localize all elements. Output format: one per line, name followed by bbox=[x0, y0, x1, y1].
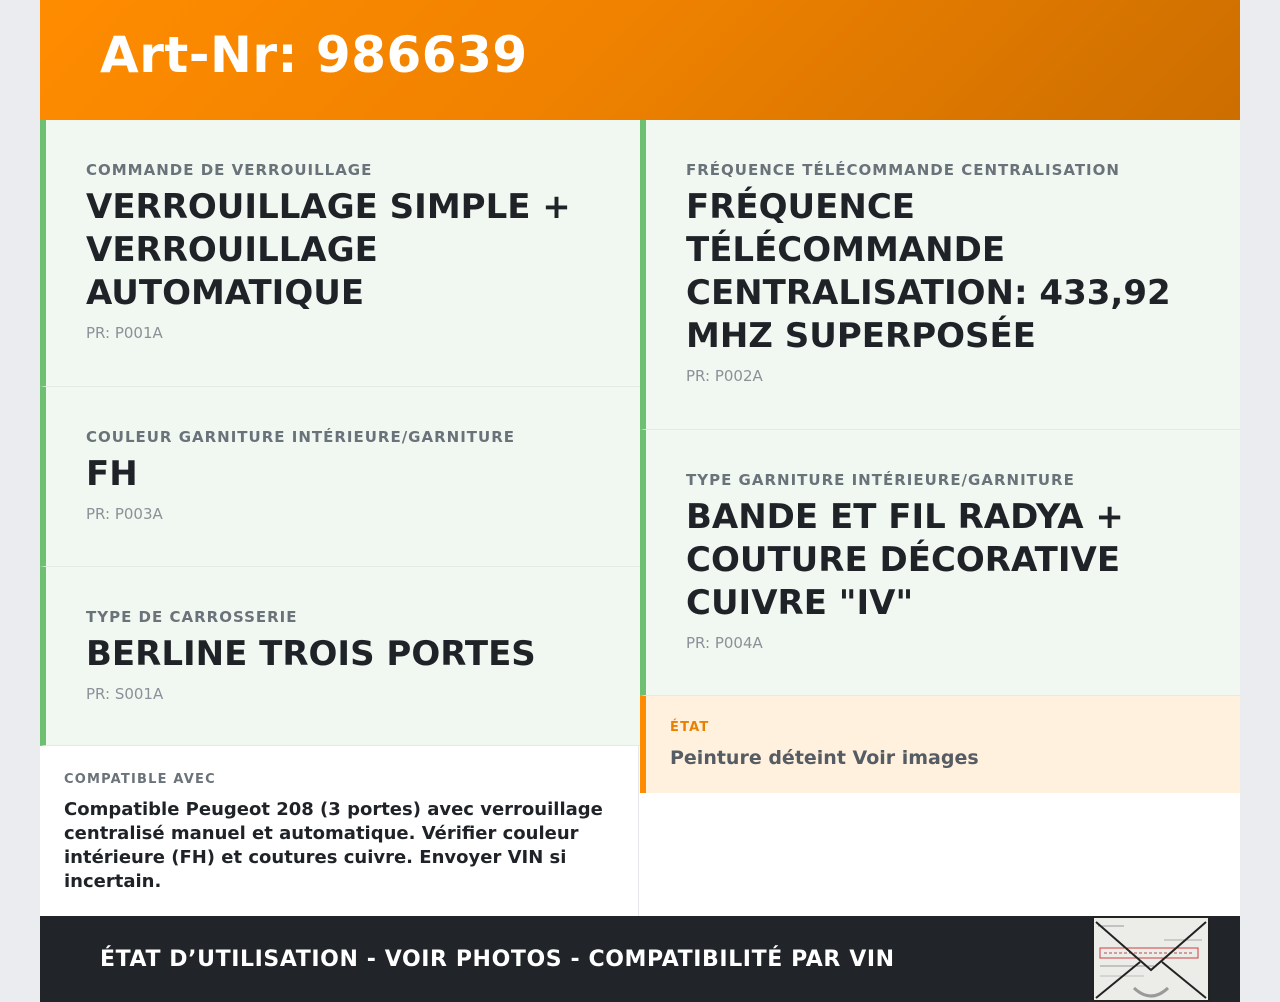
sticker-thumbnail-graphic bbox=[1094, 918, 1208, 1000]
compatibility-section bbox=[40, 746, 639, 916]
spec-card-body-type bbox=[40, 567, 640, 746]
spec-sheet bbox=[40, 0, 1240, 1002]
spec-value: FRÉQUENCE TÉLÉCOMMANDE CENTRALISATION: 433,92 MHZ SUPERPOSÉE bbox=[686, 187, 1171, 356]
condition-label: ÉTAT bbox=[670, 720, 710, 735]
right-spec-column bbox=[640, 120, 1240, 696]
spec-card-remote-frequency bbox=[640, 120, 1240, 430]
spec-value: BERLINE TROIS PORTES bbox=[86, 634, 536, 674]
spec-pr-code: PR: P003A bbox=[86, 505, 163, 523]
spec-label: FRÉQUENCE TÉLÉCOMMANDE CENTRALISATION bbox=[686, 161, 1120, 179]
spec-value: VERROUILLAGE SIMPLE + VERROUILLAGE AUTOMATIQUE bbox=[86, 187, 571, 313]
article-number-title: Art-Nr: 986639 bbox=[100, 26, 528, 84]
compatibility-text: Compatible Peugeot 208 (3 portes) avec verrouillage centralisé manuel et automatique. Vérifier couleur intérieure (FH) et coutures cuivre. Envoyer VIN si incertain. bbox=[64, 799, 603, 892]
footer-bar bbox=[40, 916, 1240, 1002]
spec-pr-code: PR: P002A bbox=[686, 367, 763, 385]
spec-value: BANDE ET FIL RADYA + COUTURE DÉCORATIVE CUIVRE "IV" bbox=[686, 497, 1124, 623]
spec-pr-code: PR: S001A bbox=[86, 685, 164, 703]
spec-card-interior-trim bbox=[640, 430, 1240, 696]
spec-card-interior-color bbox=[40, 387, 640, 567]
condition-text: Peinture déteint Voir images bbox=[670, 747, 979, 769]
condition-section bbox=[640, 696, 1240, 793]
label-sticker-photo-icon[interactable] bbox=[1092, 916, 1210, 1002]
spec-pr-code: PR: P001A bbox=[86, 324, 163, 342]
spec-label: TYPE DE CARROSSERIE bbox=[86, 608, 298, 626]
spec-card-locking bbox=[40, 120, 640, 387]
left-spec-column bbox=[40, 120, 640, 746]
footer-banner-text: ÉTAT D’UTILISATION - VOIR PHOTOS - COMPATIBILITÉ PAR VIN bbox=[100, 947, 895, 972]
spec-label: TYPE GARNITURE INTÉRIEURE/GARNITURE bbox=[686, 471, 1075, 489]
spec-label: COMMANDE DE VERROUILLAGE bbox=[86, 161, 373, 179]
spec-value: FH bbox=[86, 454, 138, 494]
spec-pr-code: PR: P004A bbox=[686, 634, 763, 652]
spec-label: COULEUR GARNITURE INTÉRIEURE/GARNITURE bbox=[86, 428, 515, 446]
header-bar bbox=[40, 0, 1240, 120]
compatibility-label: COMPATIBLE AVEC bbox=[64, 772, 216, 787]
